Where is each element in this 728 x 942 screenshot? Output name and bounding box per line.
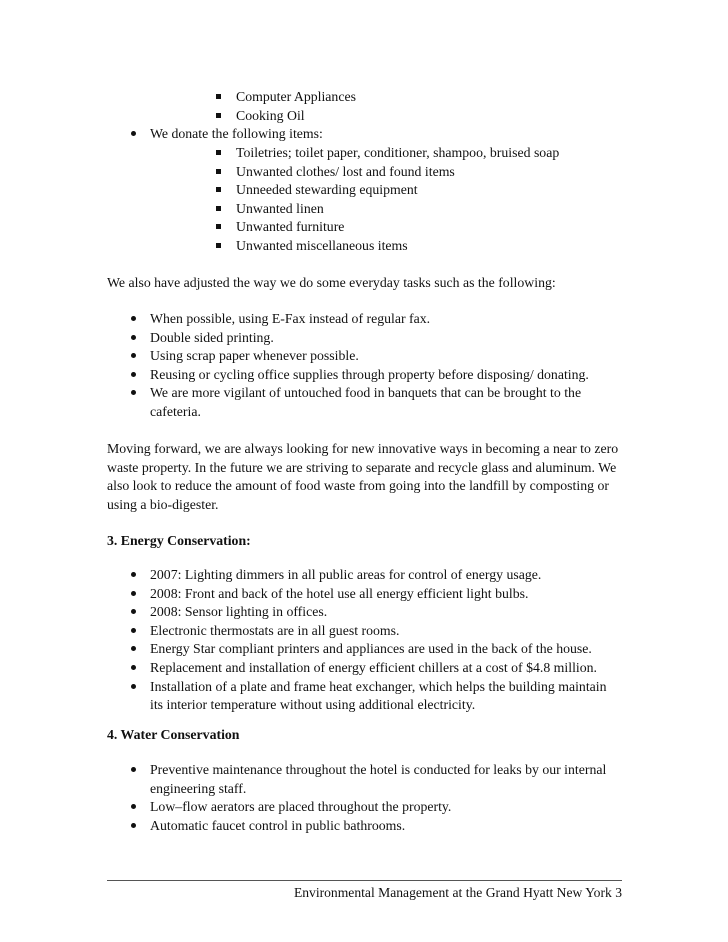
list-item: Automatic faucet control in public bathrooms. xyxy=(0,817,728,836)
water-heading: 4. Water Conservation xyxy=(107,727,240,742)
list-item: Double sided printing. xyxy=(0,329,728,348)
footer-divider xyxy=(107,880,622,881)
list-item: Toiletries; toilet paper, conditioner, shampoo, bruised soap xyxy=(0,144,728,163)
water-list xyxy=(0,761,728,835)
list-item: Electronic thermostats are in all guest rooms. xyxy=(0,622,728,641)
tasks-list xyxy=(0,310,728,422)
donate-list xyxy=(0,125,728,144)
recycled-items-list xyxy=(0,88,728,125)
list-item: Unwanted clothes/ lost and found items xyxy=(0,163,728,182)
list-item: Low–flow aerators are placed throughout the property. xyxy=(0,798,728,817)
list-item: Installation of a plate and frame heat exchanger, which helps the building maintain its interior temperature without using additional electricity. xyxy=(0,678,728,715)
list-item: Unneeded stewarding equipment xyxy=(0,181,728,200)
list-item: Unwanted furniture xyxy=(0,218,728,237)
list-item: 2007: Lighting dimmers in all public areas for control of energy usage. xyxy=(0,566,728,585)
list-item: Replacement and installation of energy efficient chillers at a cost of $4.8 million. xyxy=(0,659,728,678)
list-item: Cooking Oil xyxy=(0,107,728,126)
list-item: Preventive maintenance throughout the hotel is conducted for leaks by our internal engineering staff. xyxy=(0,761,728,798)
list-item: We are more vigilant of untouched food in banquets that can be brought to the cafeteria. xyxy=(0,384,728,421)
donated-items-list xyxy=(0,144,728,256)
moving-forward-paragraph: Moving forward, we are always looking for new innovative ways in becoming a near to zero waste property. In the future we are striving to separate and recycle glass and aluminum. We also look to reduce the amount of food waste from going into the landfill by composting or using a bio-digester. xyxy=(107,441,619,512)
page-footer: Environmental Management at the Grand Hyatt New York 3 xyxy=(293,885,622,900)
list-item: Computer Appliances xyxy=(0,88,728,107)
list-item: Unwanted miscellaneous items xyxy=(0,237,728,256)
list-item: Using scrap paper whenever possible. xyxy=(0,347,728,366)
list-item: Reusing or cycling office supplies through property before disposing/ donating. xyxy=(0,366,728,385)
energy-heading: 3. Energy Conservation: xyxy=(107,533,251,548)
list-item: When possible, using E-Fax instead of regular fax. xyxy=(0,310,728,329)
list-item: Unwanted linen xyxy=(0,200,728,219)
list-item: We donate the following items: xyxy=(0,125,728,144)
list-item: 2008: Sensor lighting in offices. xyxy=(0,603,728,622)
list-item: Energy Star compliant printers and appliances are used in the back of the house. xyxy=(0,640,728,659)
tasks-intro: We also have adjusted the way we do some everyday tasks such as the following: xyxy=(107,275,556,290)
energy-list xyxy=(0,566,728,715)
list-item: 2008: Front and back of the hotel use all energy efficient light bulbs. xyxy=(0,585,728,604)
